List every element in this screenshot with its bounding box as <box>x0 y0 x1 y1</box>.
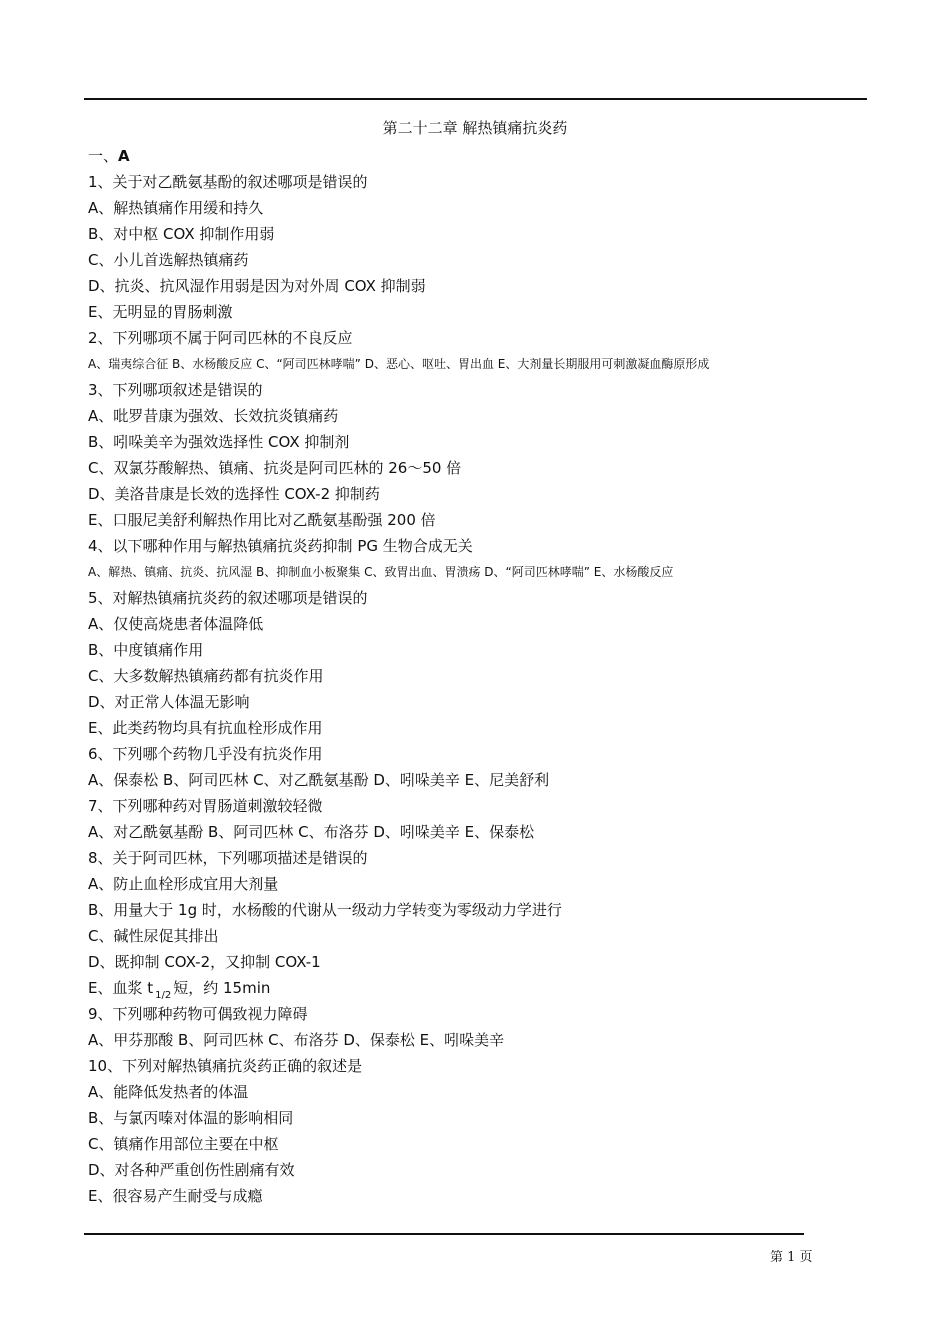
top-divider <box>84 98 867 100</box>
question-line: A、瑞夷综合征 B、水杨酸反应 C、“阿司匹林哮喘” D、恶心、呕吐、胃出血 E、大剂量长期服用可刺激凝血酶原形成 <box>88 357 710 371</box>
question-line: D、抗炎、抗风湿作用弱是因为对外周 COX 抑制弱 <box>88 277 426 295</box>
question-line: A、对乙酰氨基酚 B、阿司匹林 C、布洛芬 D、吲哚美辛 E、保泰松 <box>88 823 535 841</box>
question-line: D、对各种严重创伤性剧痛有效 <box>88 1161 295 1179</box>
question-line: C、大多数解热镇痛药都有抗炎作用 <box>88 667 324 685</box>
question-line: D、美洛昔康是长效的选择性 COX-2 抑制药 <box>88 485 380 503</box>
question-line: 8、关于阿司匹林，下列哪项描述是错误的 <box>88 849 368 867</box>
question-line: D、既抑制 COX-2，又抑制 COX-1 <box>88 953 321 971</box>
question-line: E、无明显的胃肠刺激 <box>88 303 233 321</box>
question-line: C、碱性尿促其排出 <box>88 927 219 945</box>
question-line: B、对中枢 COX 抑制作用弱 <box>88 225 275 243</box>
half-life-prefix: E、血浆 t <box>88 979 154 997</box>
question-line: E、很容易产生耐受与成瘾 <box>88 1187 263 1205</box>
question-line-half-life <box>88 975 878 1001</box>
question-line: 4、以下哪种作用与解热镇痛抗炎药抑制 PG 生物合成无关 <box>88 537 473 555</box>
question-line: C、小儿首选解热镇痛药 <box>88 251 249 269</box>
question-line: 1、关于对乙酰氨基酚的叙述哪项是错误的 <box>88 173 368 191</box>
question-line: A、解热镇痛作用缓和持久 <box>88 199 264 217</box>
question-line: 5、对解热镇痛抗炎药的叙述哪项是错误的 <box>88 589 368 607</box>
question-line: E、此类药物均具有抗血栓形成作用 <box>88 719 323 737</box>
question-line: C、双氯芬酸解热、镇痛、抗炎是阿司匹林的 26～50 倍 <box>88 459 462 477</box>
chapter-title: 第二十二章 解热镇痛抗炎药 <box>382 119 568 137</box>
question-line: B、用量大于 1g 时，水杨酸的代谢从一级动力学转变为零级动力学进行 <box>88 901 562 919</box>
question-line: A、解热、镇痛、抗炎、抗风湿 B、抑制血小板聚集 C、致胃出血、胃溃疡 D、“阿司匹林哮喘” E、水杨酸反应 <box>88 565 674 579</box>
question-line: 3、下列哪项叙述是错误的 <box>88 381 263 399</box>
question-line: A、仅使高烧患者体温降低 <box>88 615 264 633</box>
question-line: B、中度镇痛作用 <box>88 641 204 659</box>
section-heading <box>88 143 878 169</box>
question-line: 7、下列哪种药对胃肠道刺激较轻微 <box>88 797 323 815</box>
question-line: A、防止血栓形成宜用大剂量 <box>88 875 279 893</box>
section-prefix: 一、 <box>88 147 119 165</box>
page-number: 第 1 页 <box>770 1250 813 1265</box>
question-line: B、吲哚美辛为强效选择性 COX 抑制剂 <box>88 433 350 451</box>
half-life-subscript: 1/2 <box>155 990 172 1001</box>
question-line: A、能降低发热者的体温 <box>88 1083 249 1101</box>
bottom-divider <box>84 1233 804 1235</box>
question-line: D、对正常人体温无影响 <box>88 693 250 711</box>
section-letter: A <box>118 147 130 165</box>
question-lines <box>88 169 878 975</box>
question-line: 9、下列哪种药物可偶致视力障碍 <box>88 1005 308 1023</box>
question-content <box>88 143 878 1209</box>
question-line: 10、下列对解热镇痛抗炎药正确的叙述是 <box>88 1057 363 1075</box>
half-life-suffix: 短，约 15min <box>173 979 271 997</box>
question-line: B、与氯丙嗪对体温的影响相同 <box>88 1109 294 1127</box>
question-line: 2、下列哪项不属于阿司匹林的不良反应 <box>88 329 353 347</box>
question-line: 6、下列哪个药物几乎没有抗炎作用 <box>88 745 323 763</box>
question-line: A、甲芬那酸 B、阿司匹林 C、布洛芬 D、保泰松 E、吲哚美辛 <box>88 1031 505 1049</box>
question-line: A、保泰松 B、阿司匹林 C、对乙酰氨基酚 D、吲哚美辛 E、尼美舒利 <box>88 771 550 789</box>
question-line: C、镇痛作用部位主要在中枢 <box>88 1135 279 1153</box>
question-line: A、吡罗昔康为强效、长效抗炎镇痛药 <box>88 407 339 425</box>
question-line: E、口服尼美舒利解热作用比对乙酰氨基酚强 200 倍 <box>88 511 436 529</box>
question-lines-continued <box>88 1001 878 1209</box>
